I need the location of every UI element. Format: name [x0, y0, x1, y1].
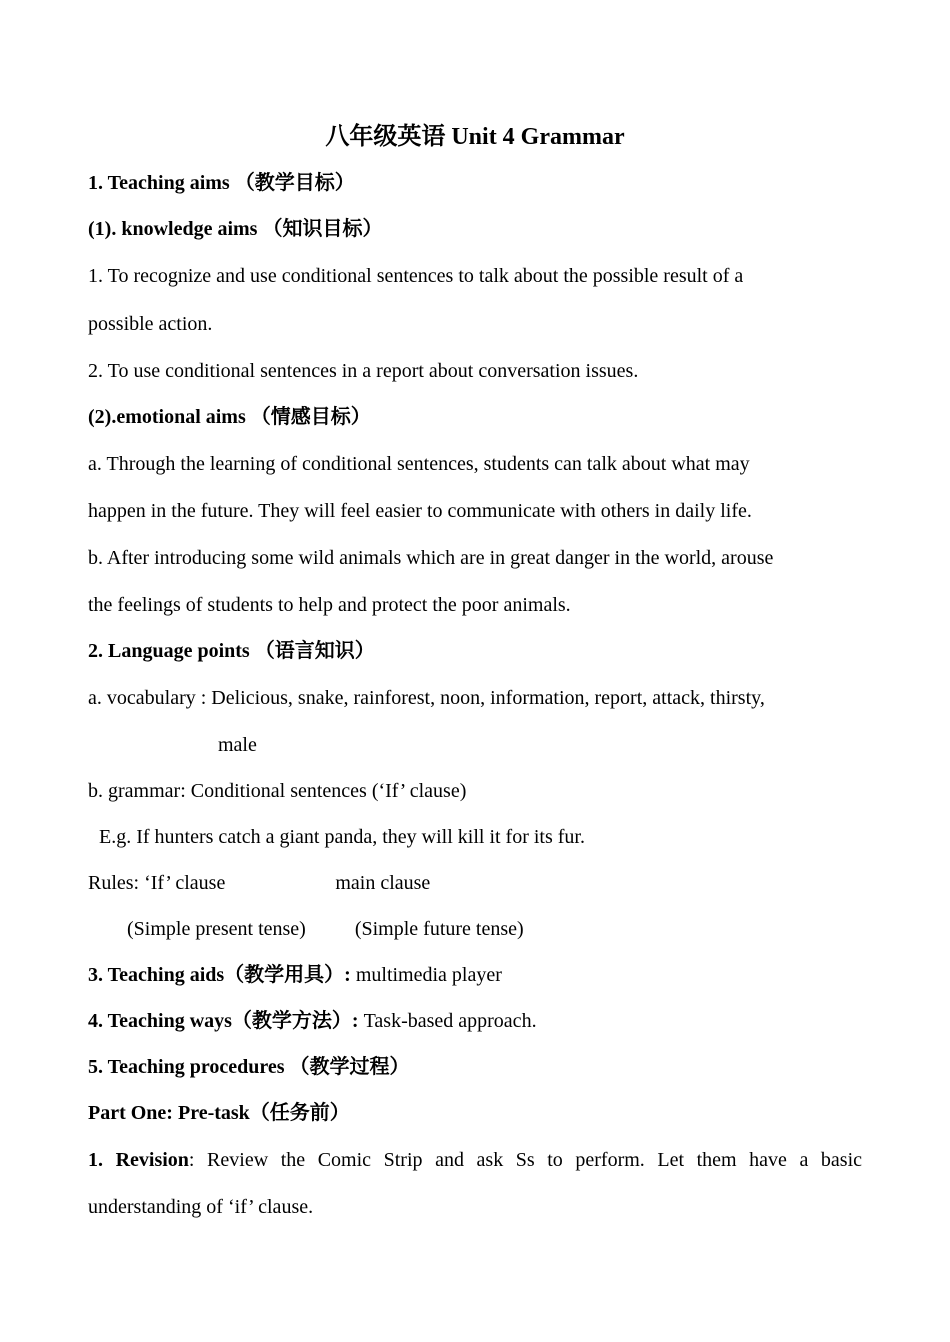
teaching-aims-heading: 1. Teaching aims （教学目标）: [88, 172, 355, 194]
tense-line: [88, 906, 862, 952]
teaching-aids-line: [88, 952, 862, 998]
revision-line-2: understanding of ‘if’ clause.: [88, 1196, 314, 1218]
language-points-heading: 2. Language points （语言知识）: [88, 640, 375, 662]
knowledge-aims-heading: (1). knowledge aims （知识目标）: [88, 218, 383, 240]
rules-line: [88, 860, 862, 906]
emotional-aim-b-line-1: b. After introducing some wild animals which are in great danger in the world, arouse: [88, 547, 774, 569]
document-title: 八年级英语 Unit 4 Grammar: [325, 124, 625, 150]
rules-if-clause: Rules: ‘If’ clause: [88, 872, 226, 894]
emotional-aim-a-line-1: a. Through the learning of conditional sentences, students can talk about what may: [88, 453, 750, 475]
teaching-ways-label: 4. Teaching ways（教学方法）:: [88, 1010, 359, 1032]
knowledge-aim-1-line-2: possible action.: [88, 313, 213, 335]
document-page: [88, 118, 862, 1230]
emotional-aim-b-line-2: the feelings of students to help and protect the poor animals.: [88, 594, 571, 616]
revision-label: 1. Revision: [88, 1149, 189, 1171]
knowledge-aim-1-line-1: 1. To recognize and use conditional sentences to talk about the possible result of a: [88, 265, 744, 287]
rules-main-clause: main clause: [335, 872, 431, 894]
emotional-aims-heading: (2).emotional aims （情感目标）: [88, 406, 371, 428]
teaching-ways-line: [88, 998, 862, 1044]
teaching-aids-value: multimedia player: [350, 964, 502, 986]
revision-line-1: [88, 1136, 862, 1184]
teaching-procedures-heading: 5. Teaching procedures （教学过程）: [88, 1056, 410, 1078]
teaching-aids-label: 3. Teaching aids（教学用具）:: [88, 964, 351, 986]
grammar-example: E.g. If hunters catch a giant panda, they will kill it for its fur.: [99, 826, 585, 848]
teaching-ways-value: Task-based approach.: [358, 1010, 537, 1032]
knowledge-aim-2: 2. To use conditional sentences in a report about conversation issues.: [88, 360, 639, 382]
tense-if: (Simple present tense): [127, 918, 306, 940]
part-one-heading: Part One: Pre-task（任务前）: [88, 1102, 350, 1124]
revision-text: : Review the Comic Strip and ask Ss to perform. Let them have a basic: [188, 1149, 863, 1171]
emotional-aim-a-line-2: happen in the future. They will feel easier to communicate with others in daily life.: [88, 500, 752, 522]
vocabulary-line-1: a. vocabulary : Delicious, snake, rainforest, noon, information, report, attack, thirsty,: [88, 687, 765, 709]
vocabulary-line-2: male: [218, 734, 257, 756]
tense-main: (Simple future tense): [354, 918, 524, 940]
grammar-line: b. grammar: Conditional sentences (‘If’ clause): [88, 780, 467, 802]
